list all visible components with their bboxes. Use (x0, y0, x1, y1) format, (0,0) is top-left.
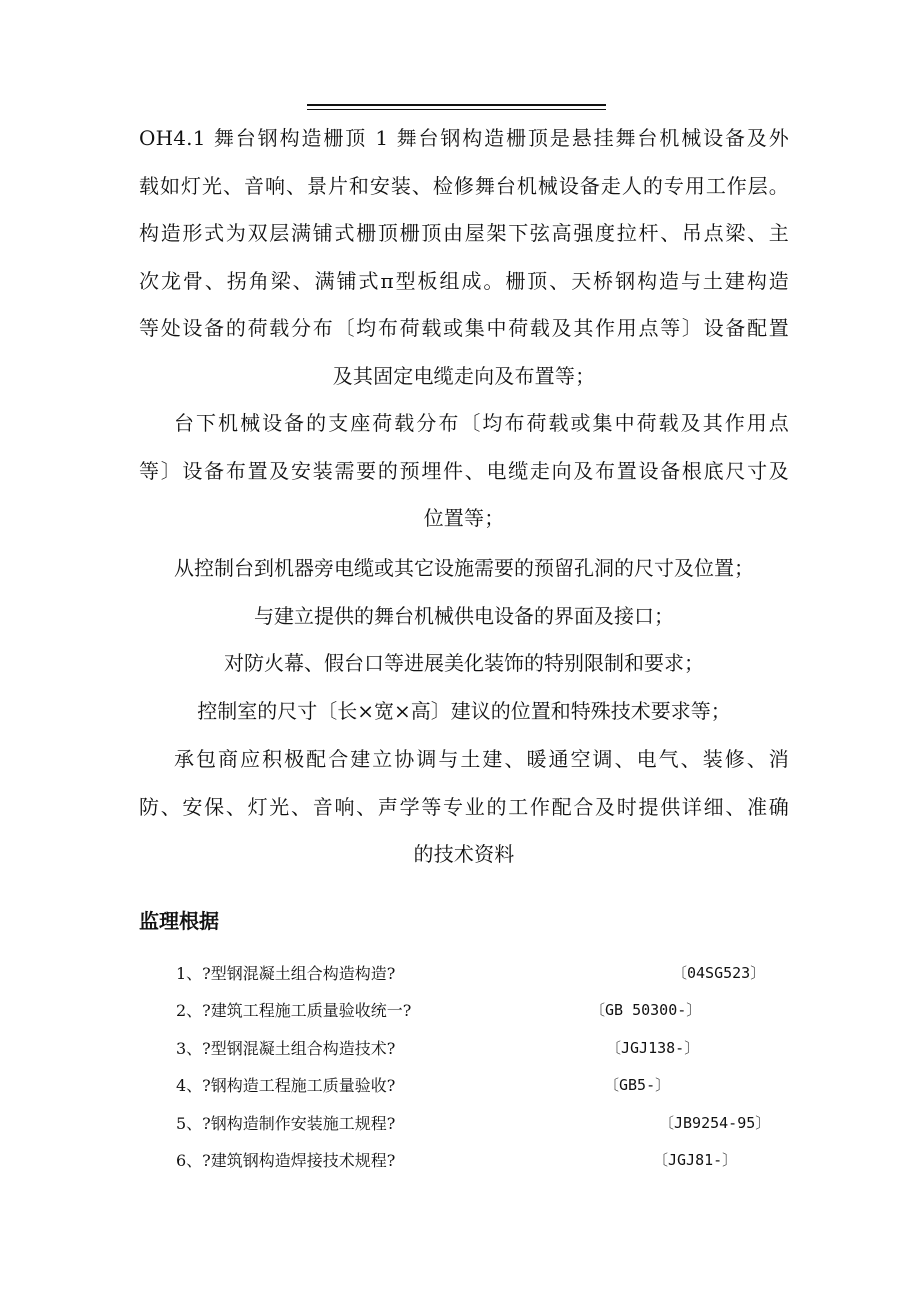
reference-code: 〔JB9254-95〕 (659, 1114, 771, 1132)
intro-line: 构造形式为双层满铺式栅顶栅顶由屋架下弦高强度拉杆、吊点梁、主 (139, 221, 789, 245)
reference-title: 6、?建筑钢构造焊接技术规程? (176, 1151, 396, 1170)
intro-line: 及其固定电缆走向及布置等； (332, 363, 596, 388)
reference-code: 〔GB 50300-〕 (590, 1001, 702, 1019)
machinery-paragraph (139, 400, 789, 543)
reference-title: 4、?钢构造工程施工质量验收? (176, 1076, 396, 1095)
machinery-line: 位置等； (423, 506, 505, 530)
requirement-item: 与建立提供的舞台机械供电设备的界面及接口； (254, 604, 674, 628)
reference-title: 5、?钢构造制作安装施工规程? (176, 1114, 396, 1133)
intro-line: 等处设备的荷载分布〔均布荷载或集中荷载及其作用点等〕设备配置 (139, 316, 789, 340)
machinery-line: 等〕设备布置及安装需要的预埋件、电缆走向及布置设备根底尺寸及 (139, 458, 789, 483)
machinery-line: 台下机械设备的支座荷载分布〔均布荷载或集中荷载及其作用点 (174, 411, 789, 435)
reference-code: 〔GB5-〕 (604, 1076, 671, 1094)
contractor-line: 防、安保、灯光、音响、声学等专业的工作配合及时提供详细、准确 (139, 794, 789, 819)
references-heading: 监理根据 (139, 909, 219, 933)
requirement-item: 从控制台到机器旁电缆或其它设施需要的预留孔洞的尺寸及位置； (174, 556, 754, 580)
reference-title: 1、?型钢混凝土组合构造构造? (176, 964, 396, 983)
intro-line: OH4.1 舞台钢构造栅顶 1 舞台钢构造栅顶是悬挂舞台机械设备及外 (139, 126, 789, 150)
reference-code: 〔JGJ81-〕 (653, 1151, 738, 1169)
contractor-paragraph (139, 736, 789, 879)
reference-code: 〔04SG523〕 (672, 964, 766, 982)
reference-title: 3、?型钢混凝土组合构造技术? (176, 1039, 396, 1058)
header-rule-bottom (307, 109, 606, 110)
intro-line: 载如灯光、音响、景片和安装、检修舞台机械设备走人的专用工作层。 (139, 173, 789, 198)
intro-paragraph (139, 115, 789, 400)
header-rule-top (307, 104, 606, 106)
requirement-item: 对防火幕、假台口等进展美化装饰的特别限制和要求； (224, 651, 704, 675)
contractor-line: 的技术资料 (413, 842, 515, 866)
requirement-item: 控制室的尺寸〔长×宽×高〕建议的位置和特殊技术要求等； (197, 699, 731, 723)
contractor-line: 承包商应积极配合建立协调与土建、暖通空调、电气、装修、消 (174, 747, 789, 771)
intro-line: 次龙骨、拐角梁、满铺式π型板组成。栅顶、天桥钢构造与土建构造 (139, 268, 789, 293)
reference-code: 〔JGJ138-〕 (606, 1039, 700, 1057)
reference-title: 2、?建筑工程施工质量验收统一? (176, 1001, 412, 1020)
